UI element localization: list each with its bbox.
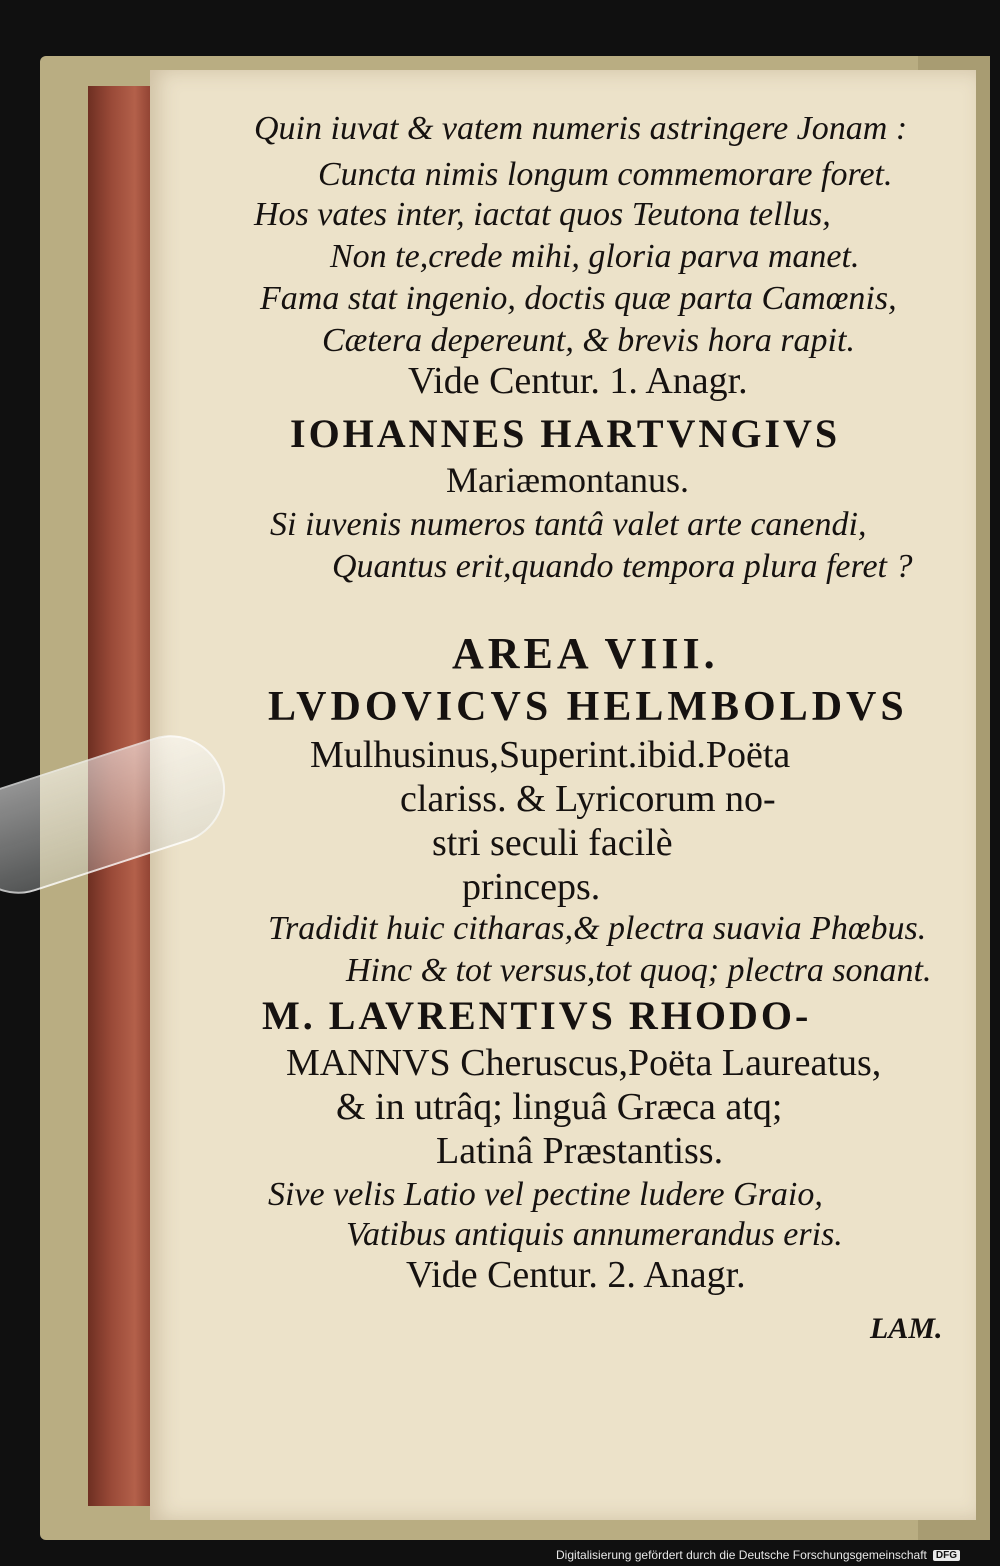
page-text — [150, 70, 976, 1520]
verse-line: Non te,crede mihi, gloria parva manet. — [330, 238, 860, 275]
dfg-logo-icon: DFG — [933, 1550, 960, 1561]
verse-line: Si iuvenis numeros tantâ valet arte canendi, — [270, 506, 867, 543]
heading-subtitle: stri seculi facilè — [432, 822, 673, 864]
reference-line: Vide Centur. 1. Anagr. — [408, 360, 748, 402]
verse-line: Sive velis Latio vel pectine ludere Graio, — [268, 1176, 823, 1213]
verse-line: Quin iuvat & vatem numeris astringere Jonam : — [254, 110, 908, 147]
verse-line: Hinc & tot versus,tot quoq; plectra sonant. — [346, 952, 932, 989]
footer-text: Digitalisierung gefördert durch die Deutsche Forschungsgemeinschaft — [556, 1548, 927, 1562]
verse-line: Cætera depereunt, & brevis hora rapit. — [322, 322, 855, 359]
heading-subtitle: & in utrâq; linguâ Græca atq; — [336, 1086, 783, 1128]
section-heading: AREA VIII. — [452, 629, 719, 678]
book-page — [150, 70, 976, 1520]
verse-line: Cuncta nimis longum commemorare foret. — [318, 156, 893, 193]
heading-name: LVDOVICVS HELMBOLDVS — [268, 684, 908, 730]
verse-line: Vatibus antiquis annumerandus eris. — [346, 1216, 843, 1253]
reference-line: Vide Centur. 2. Anagr. — [406, 1254, 746, 1296]
catchword: LAM. — [870, 1312, 943, 1345]
heading-subtitle: clariss. & Lyricorum no- — [400, 778, 776, 820]
heading-name: IOHANNES HARTVNGIVS — [290, 411, 841, 456]
verse-line: Quantus erit,quando tempora plura feret ? — [332, 548, 913, 585]
digitization-footer — [556, 1548, 960, 1562]
verse-line: Hos vates inter, iactat quos Teutona tellus, — [254, 196, 831, 233]
heading-name: M. LAVRENTIVS RHODO- — [262, 993, 812, 1038]
verse-line: Tradidit huic citharas,& plectra suavia Phœbus. — [268, 910, 927, 947]
heading-subtitle: Mariæmontanus. — [446, 460, 689, 500]
heading-subtitle: Latinâ Præstantiss. — [436, 1130, 724, 1172]
heading-subtitle: MANNVS Cheruscus,Poëta Laureatus, — [286, 1042, 882, 1084]
verse-line: Fama stat ingenio, doctis quæ parta Camœnis, — [260, 280, 897, 317]
heading-subtitle: princeps. — [462, 866, 601, 908]
heading-subtitle: Mulhusinus,Superint.ibid.Poëta — [310, 734, 791, 776]
